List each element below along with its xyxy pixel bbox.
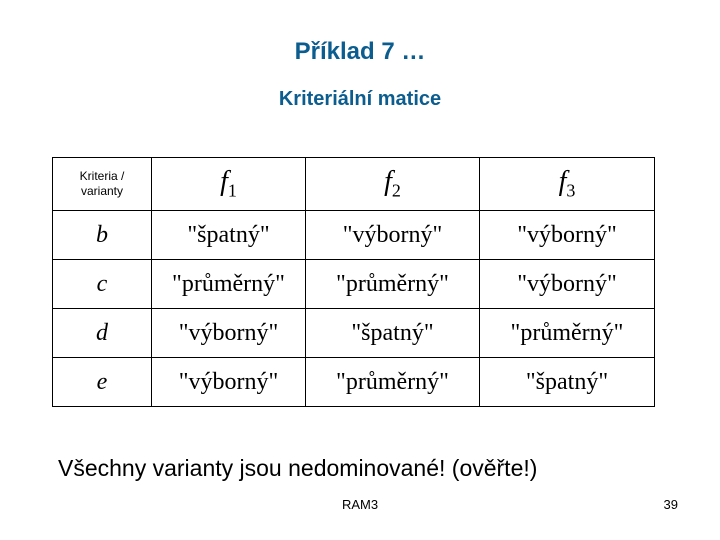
slide-title: Příklad 7 … — [294, 38, 426, 65]
page-number: 39 — [663, 497, 678, 512]
variant-label: b — [53, 211, 152, 260]
slide-footer: RAM3 — [341, 497, 379, 512]
table-row — [53, 211, 655, 260]
corner-label-variants: varianty — [80, 184, 124, 198]
table-cell: "průměrný" — [152, 260, 306, 309]
table-cell: "výborný" — [152, 309, 306, 358]
table-cell: "výborný" — [480, 260, 655, 309]
variant-label: d — [53, 309, 152, 358]
table-row — [53, 358, 655, 407]
table-cell: "výborný" — [152, 358, 306, 407]
corner-label-criteria: Kriteria / — [79, 169, 125, 183]
slide-subtitle: Kriteriální matice — [278, 88, 442, 110]
table-header-row — [53, 158, 655, 211]
criterion-header-f2: $f_2$ — [306, 158, 480, 211]
criteria-matrix-table — [52, 157, 655, 407]
criterion-header-f1: $f_1$ — [152, 158, 306, 211]
table-cell: "špatný" — [306, 309, 480, 358]
conclusion-note: Všechny varianty jsou nedominované! (ověřte!) — [58, 455, 538, 481]
variant-label: c — [53, 260, 152, 309]
table-cell: "špatný" — [152, 211, 306, 260]
criterion-header-f3: $f_3$ — [480, 158, 655, 211]
table-cell: "výborný" — [480, 211, 655, 260]
table-cell: "průměrný" — [306, 358, 480, 407]
corner-header-cell — [53, 158, 152, 211]
table-cell: "špatný" — [480, 358, 655, 407]
table-row — [53, 260, 655, 309]
table-cell: "průměrný" — [480, 309, 655, 358]
table-row — [53, 309, 655, 358]
variant-label: e — [53, 358, 152, 407]
table-cell: "výborný" — [306, 211, 480, 260]
table-cell: "průměrný" — [306, 260, 480, 309]
